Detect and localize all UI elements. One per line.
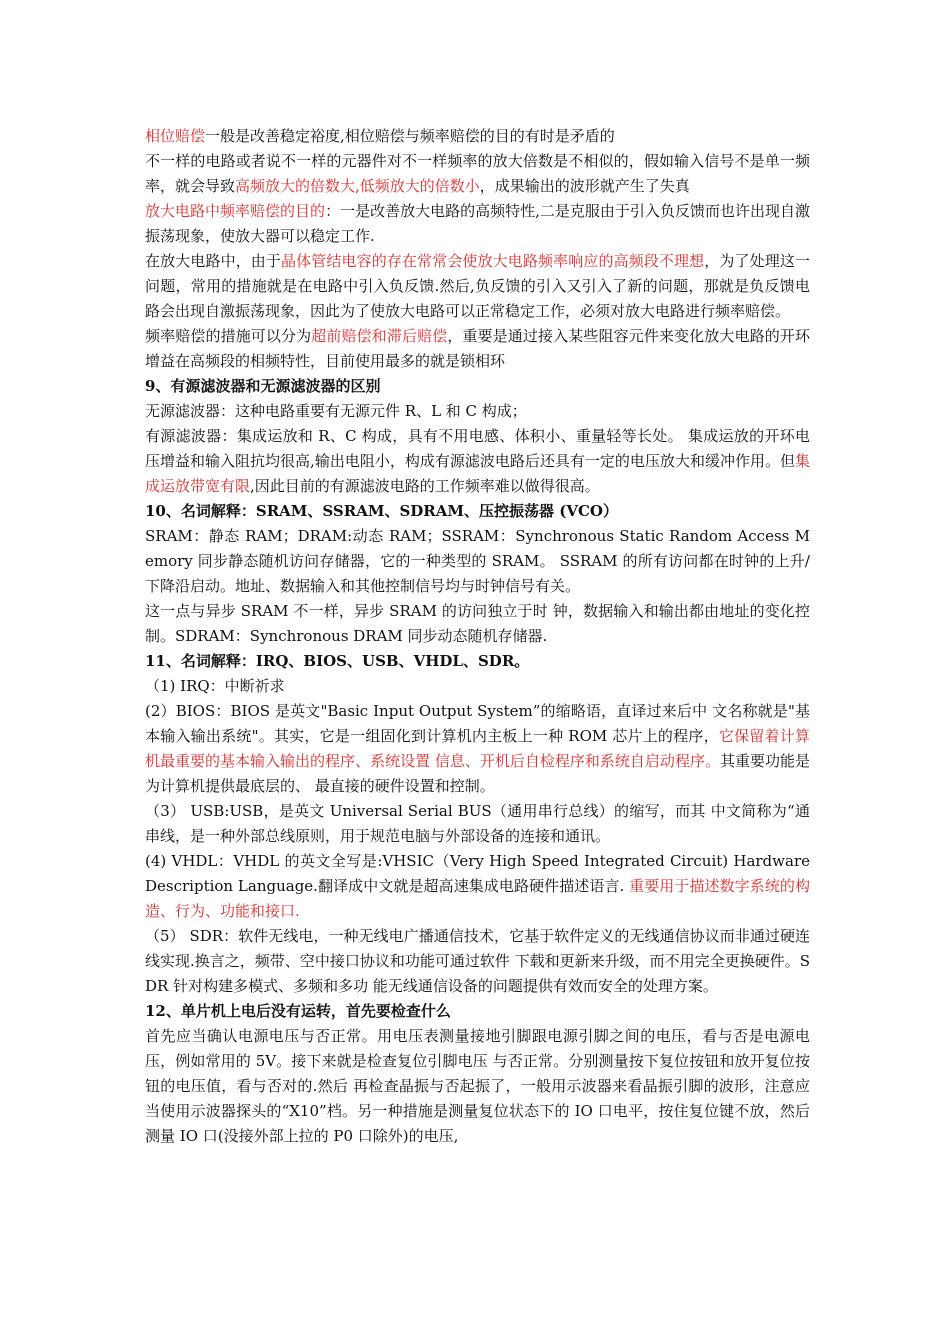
text-run: 11、名词解释：IRQ、BIOS、USB、VHDL、SDR。: [145, 652, 530, 670]
paragraph: [145, 249, 810, 324]
text-run: 其重要功能是为计算机提供最底层的、 最直接的硬件设置和控制。: [145, 752, 810, 795]
highlighted-text: 超前赔偿和滞后赔偿: [311, 327, 448, 345]
highlighted-text: 相位赔偿: [145, 127, 206, 145]
highlighted-text: 重要用于描述数字系统的构造、行为、功能和接口.: [145, 877, 810, 920]
text-run: ：一是改善放大电路的高频特性,二是克服由于引入负反馈而也许出现自激振荡现象，使放大器可以稳定工作.: [145, 202, 810, 245]
text-run: 在放大电路中，由于: [145, 252, 282, 270]
text-run: SRAM：静态 RAM；DRAM:动态 RAM；SSRAM：Synchronous Static Random Access Memory 同步静态随机访问存储器，它的一种类型的 SRAM。 SSRAM 的所有访问都在时钟的上升/下降沿启动。地址、数据输入和其他控制信号均与时钟信号有关。: [145, 527, 810, 595]
highlighted-text: 高频放大的倍数大,低频放大的倍数小: [235, 177, 480, 195]
section-heading: [145, 374, 810, 399]
text-run: 首先应当确认电源电压与否正常。用电压表测量接地引脚跟电源引脚之间的电压，看与否是电源电压，例如常用的 5V。接下来就是检查复位引脚电压 与否正常。分别测量按下复位按钮和放开复位按钮的电压值，看与否对的.然后 再检查晶振与否起振了，一般用示波器来看晶振引脚的波形，注意应当使用示波器探头的“X10”档。另一种措施是测量复位状态下的 IO 口电平，按住复位键不放，然后测量 IO 口(没接外部上拉的 P0 口除外)的电压,: [145, 1027, 810, 1145]
text-run: ，重要是通过接入某些阻容元件来变化放大电路的开环增益在高频段的相频特性，目前使用最多的就是锁相环: [145, 327, 810, 370]
text-run: 10、名词解释：SRAM、SSRAM、SDRAM、压控振荡器 (VCO）: [145, 502, 618, 520]
text-run: 无源滤波器：这种电路重要有无源元件 R、L 和 C 构成；: [145, 402, 527, 420]
text-run: （3） USB:USB，是英文 Universal Serial BUS（通用串行总线）的缩写，而其 中文简称为“通串线，是一种外部总线原则，用于规范电脑与外部设备的连接和通讯。: [145, 802, 810, 845]
text-run: ，为了处理这一问题，常用的措施就是在电路中引入负反馈.然后,负反馈的引入又引入了新的问题，那就是负反馈电路会出现自激振荡现象，因此为了使放大电路可以正常稳定工作，必须对放大电路进行频率赔偿。: [145, 252, 810, 320]
text-run: （1) IRQ：中断祈求: [145, 677, 285, 695]
section-heading: [145, 499, 810, 524]
paragraph: [145, 524, 810, 599]
paragraph: [145, 149, 810, 199]
paragraph: [145, 424, 810, 499]
text-run: （5） SDR：软件无线电，一种无线电广播通信技术，它基于软件定义的无线通信协议而非通过硬连线实现.换言之，频带、空中接口协议和功能可通过软件 下载和更新来升级，而不用完全更换硬件。SDR 针对构建多模式、多频和多功 能无线通信设备的问题提供有效而安全的处理方案。: [145, 927, 810, 995]
highlighted-text: 晶体管结电容的存在常常会使放大电路频率响应的高频段不理想: [281, 252, 705, 270]
paragraph: [145, 799, 810, 849]
highlighted-text: 它保留着计算机最重要的基本输入输出的程序、系统设置 信息、开机后自检程序和系统自启动程序。: [145, 727, 810, 770]
text-run: 有源滤波器：集成运放和 R、C 构成，具有不用电感、体积小、重量轻等长处。 集成运放的开环电压增益和输入阻抗均很高,输出电阻小，构成有源滤波电路后还具有一定的电压放大和缓冲作用。但: [145, 427, 810, 470]
paragraph: [145, 924, 810, 999]
text-run: 不一样的电路或者说不一样的元器件对不一样频率的放大倍数是不相似的，假如输入信号不是单一频率，就会导致: [145, 152, 810, 195]
highlighted-text: 集成运放带宽有限: [145, 452, 810, 495]
text-run: ，成果输出的波形就产生了失真: [479, 177, 690, 195]
paragraph: [145, 699, 810, 799]
paragraph: [145, 599, 810, 649]
text-run: 这一点与异步 SRAM 不一样，异步 SRAM 的访问独立于时 钟，数据输入和输出都由地址的变化控制。SDRAM：Synchronous DRAM 同步动态随机存储器.: [145, 602, 810, 645]
highlighted-text: 放大电路中频率赔偿的目的: [145, 202, 326, 220]
text-run: (2）BIOS：BIOS 是英文"Basic Input Output System”的缩略语，直译过来后中 文名称就是"基本输入输出系统"。其实，它是一组固化到计算机内主板上一种 ROM 芯片上的程序，: [145, 702, 810, 745]
paragraph: [145, 674, 810, 699]
paragraph: [145, 199, 810, 249]
paragraph: [145, 1024, 810, 1149]
text-run: 9、有源滤波器和无源滤波器的区别: [145, 377, 381, 395]
paragraph: [145, 324, 810, 374]
text-run: 频率赔偿的措施可以分为: [145, 327, 312, 345]
paragraph: [145, 124, 810, 149]
paragraph: [145, 849, 810, 924]
section-heading: [145, 999, 810, 1024]
text-run: (4) VHDL：VHDL 的英文全写是:VHSIC（Very High Speed Integrated Circuit) Hardware Description Language.翻译成中文就是超高速集成电路硬件描述语言.: [145, 852, 810, 895]
document-page: [145, 124, 810, 1149]
text-run: 12、单片机上电后没有运转，首先要检查什么: [145, 1002, 451, 1020]
text-run: 一般是改善稳定裕度,相位赔偿与频率赔偿的目的有时是矛盾的: [205, 127, 615, 145]
paragraph: [145, 399, 810, 424]
text-run: ,因此目前的有源滤波电路的工作频率难以做得很高。: [250, 477, 600, 495]
section-heading: [145, 649, 810, 674]
